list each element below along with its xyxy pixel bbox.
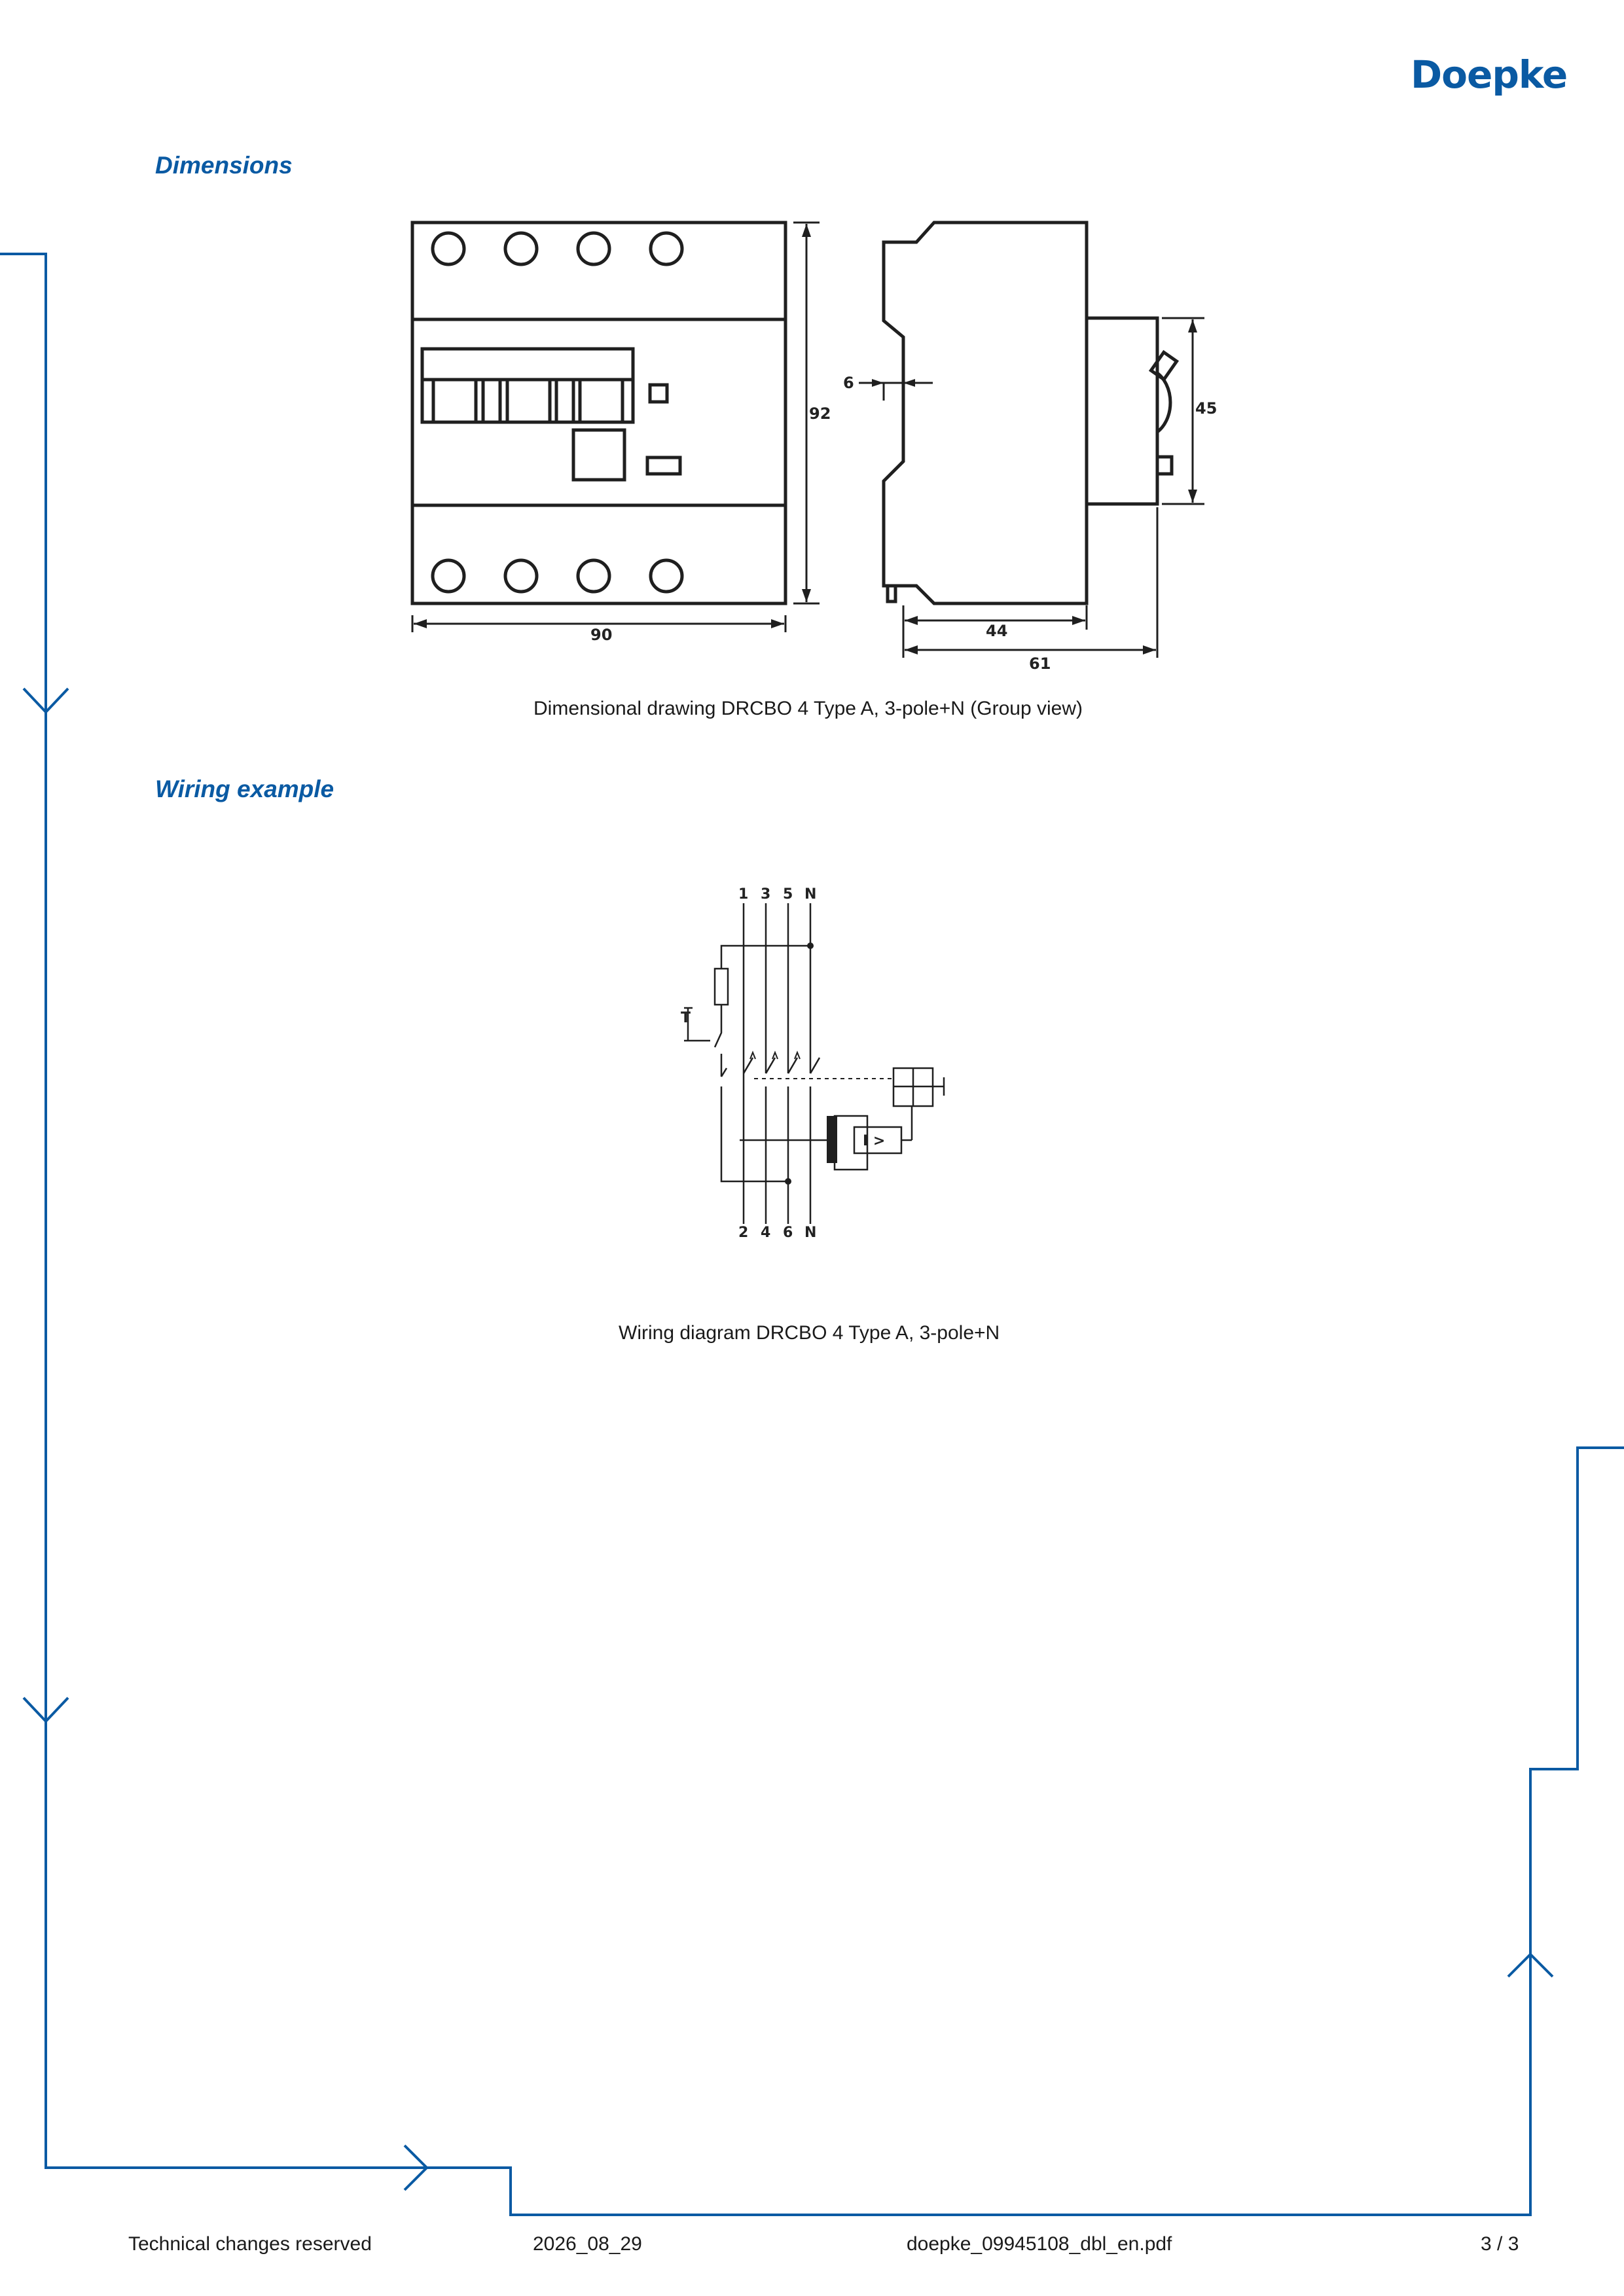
footer-date: 2026_08_29 <box>533 2233 642 2255</box>
dimensions-heading: Dimensions <box>155 152 293 179</box>
dim-label-width: 90 <box>590 626 613 644</box>
dim-label-rail: 6 <box>843 374 854 392</box>
top-terminal-label: N <box>804 886 817 903</box>
relay-label: I > <box>863 1133 886 1149</box>
dim-label-depth-total: 61 <box>1029 655 1051 673</box>
bottom-terminal-label: 4 <box>761 1225 771 1241</box>
top-terminal-label: 3 <box>761 886 771 903</box>
top-terminal-label: 5 <box>783 886 793 903</box>
test-resistor <box>715 969 728 1005</box>
dimensional-drawing-caption: Dimensional drawing DRCBO 4 Type A, 3-pole+N (Group view) <box>533 698 1083 719</box>
footer-page-number: 3 / 3 <box>1481 2233 1519 2255</box>
wiring-example-heading: Wiring example <box>155 776 334 802</box>
wiring-diagram-caption: Wiring diagram DRCBO 4 Type A, 3-pole+N <box>619 1322 1000 1344</box>
bottom-terminal-label: 6 <box>783 1225 793 1241</box>
bottom-terminal-label: N <box>804 1225 817 1241</box>
footer-filename: doepke_09945108_dbl_en.pdf <box>907 2233 1172 2255</box>
dim-label-height: 92 <box>809 404 831 423</box>
top-terminal-label: 1 <box>738 886 749 903</box>
dim-label-depth-inner: 44 <box>986 622 1008 640</box>
test-label: T <box>681 1010 691 1026</box>
bottom-terminal-label: 2 <box>738 1225 749 1241</box>
doepke-logo: Doepke <box>1411 52 1568 97</box>
current-transformer-core <box>827 1116 837 1163</box>
footer-note: Technical changes reserved <box>128 2233 372 2255</box>
dim-label-front: 45 <box>1195 399 1218 418</box>
